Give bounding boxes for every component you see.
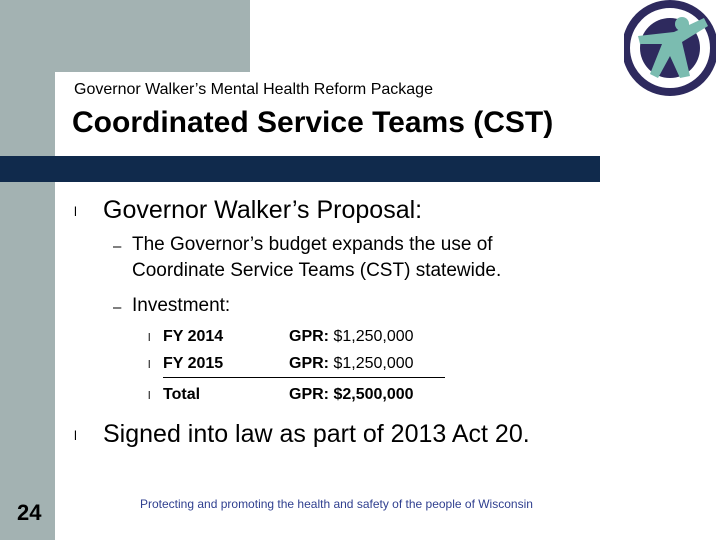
investment-label-total: Total xyxy=(163,386,201,403)
header-subtitle: Governor Walker’s Mental Health Reform Package xyxy=(74,81,433,98)
bullet-signed-into-law: Signed into law as part of 2013 Act 20. xyxy=(103,420,530,448)
footer-tagline: Protecting and promoting the health and safety of the people of Wisconsin xyxy=(140,497,533,511)
bullet-icon: l xyxy=(148,390,151,402)
investment-label-fy2014: FY 2014 xyxy=(163,328,224,345)
title-underline-bar xyxy=(0,156,600,182)
sum-underline xyxy=(163,377,445,378)
investment-gpr-total: GPR: $2,500,000 xyxy=(289,386,414,403)
sub-bullet-budget-line2: Coordinate Service Teams (CST) statewide. xyxy=(132,260,502,281)
sub-bullet-investment: Investment: xyxy=(132,295,231,316)
bullet-icon: l xyxy=(148,359,151,371)
investment-gpr-fy2015: GPR: $1,250,000 xyxy=(289,355,414,372)
bullet-proposal: Governor Walker’s Proposal: xyxy=(103,196,423,224)
investment-label-fy2015: FY 2015 xyxy=(163,355,224,372)
bullet-icon: l xyxy=(148,332,151,344)
dash-icon: – xyxy=(113,299,122,316)
bullet-icon: l xyxy=(74,204,77,219)
page-title: Coordinated Service Teams (CST) xyxy=(72,106,554,139)
sub-bullet-budget-line1: The Governor’s budget expands the use of xyxy=(132,234,493,255)
dhs-logo xyxy=(624,0,716,102)
bullet-icon: l xyxy=(74,428,77,443)
dash-icon: – xyxy=(113,238,122,255)
investment-gpr-fy2014: GPR: $1,250,000 xyxy=(289,328,414,345)
page-number: 24 xyxy=(17,500,42,525)
